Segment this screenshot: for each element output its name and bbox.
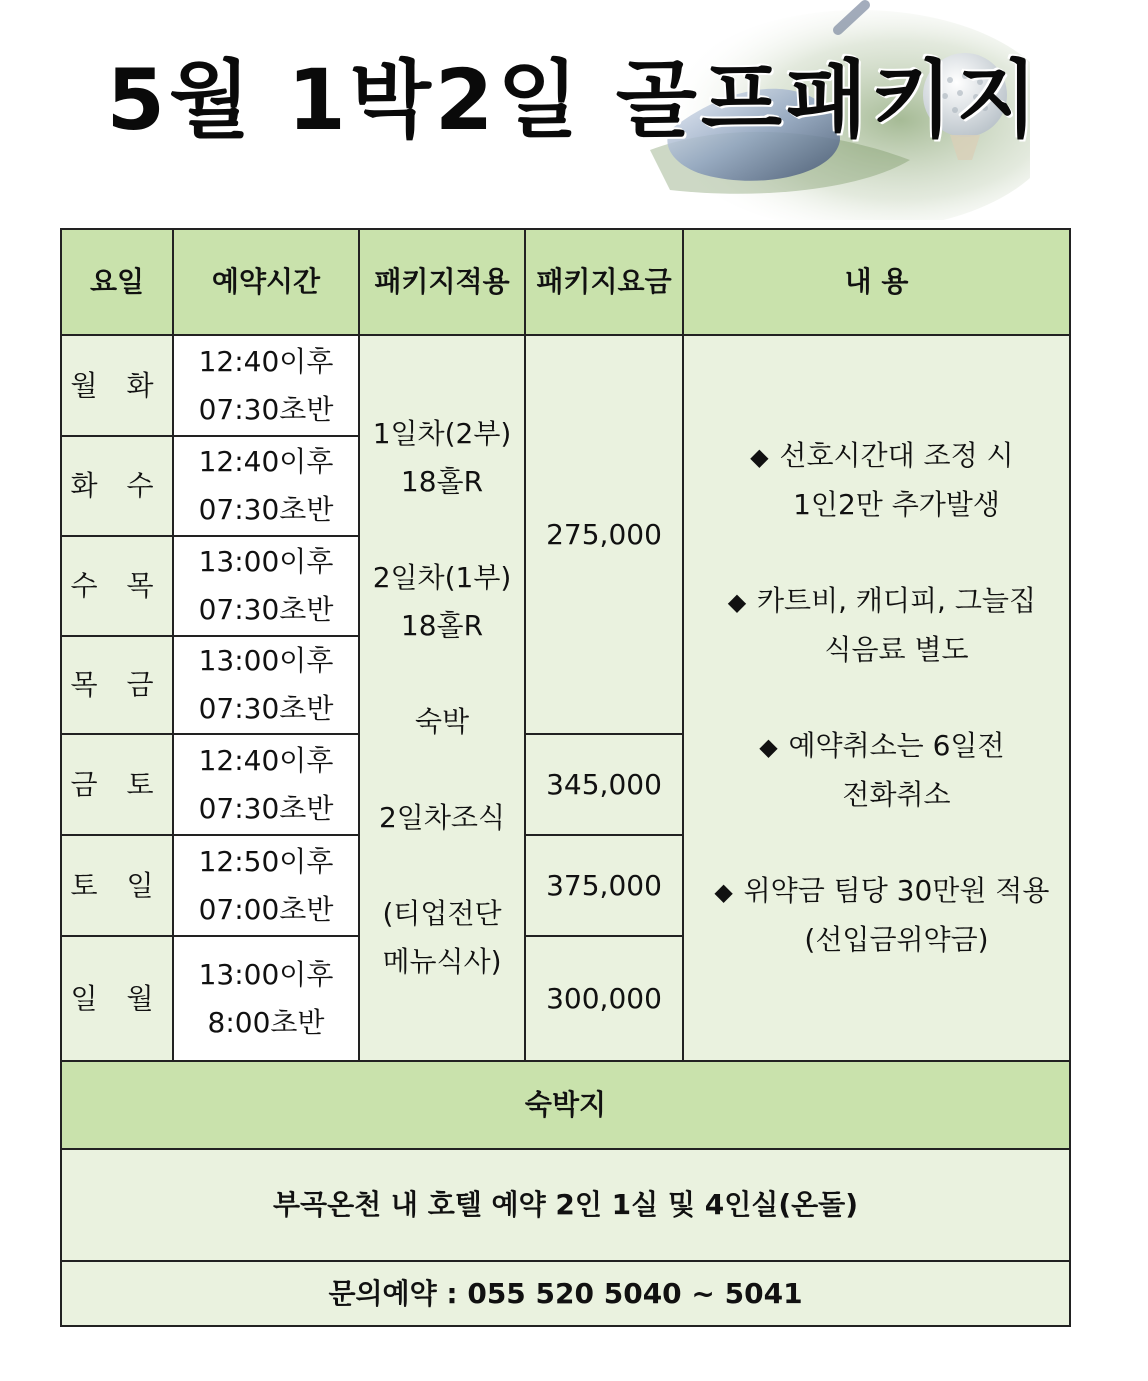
- header-reservation-time: 예약시간: [173, 229, 359, 335]
- details-cell: [683, 335, 1070, 1061]
- package-day2-label: 2일차(1부): [372, 561, 512, 594]
- detail-line: 위약금 팀당 30만원 적용: [743, 874, 1050, 907]
- lodging-heading: 숙박지: [61, 1061, 1070, 1149]
- time-cell: [173, 436, 359, 536]
- price-cell: 275,000: [525, 335, 683, 734]
- time-after: 12:40이후: [198, 743, 334, 777]
- price-cell: 300,000: [525, 936, 683, 1061]
- detail-line: (선입금위약금): [804, 923, 989, 956]
- time-cell: [173, 636, 359, 734]
- detail-item: [684, 722, 1069, 819]
- package-stay: 숙박: [414, 705, 470, 738]
- price-cell: 375,000: [525, 835, 683, 936]
- time-after: 13:00이후: [198, 957, 334, 991]
- detail-item: [684, 432, 1069, 529]
- diamond-bullet-icon: ◆: [714, 878, 733, 906]
- contact-row: [61, 1261, 1070, 1326]
- header-package-applied: 패키지적용: [359, 229, 525, 335]
- time-cell: [173, 335, 359, 436]
- time-after: 13:00이후: [198, 644, 334, 677]
- header-package-price: 패키지요금: [525, 229, 683, 335]
- detail-line: 식음료 별도: [824, 633, 969, 666]
- golf-package-table: [60, 228, 1071, 1327]
- day-cell: 일 월: [61, 936, 173, 1061]
- detail-line: 전화취소: [842, 778, 951, 811]
- price-cell: 345,000: [525, 734, 683, 835]
- package-day1-label: 1일차(2부): [372, 417, 512, 450]
- detail-item: [684, 577, 1069, 674]
- day-cell: 수 목: [61, 536, 173, 636]
- time-after: 12:40이후: [198, 445, 334, 478]
- time-early: 8:00초반: [207, 1005, 325, 1039]
- package-day2-holes: 18홀R: [400, 609, 484, 642]
- time-early: 07:30초반: [198, 493, 334, 526]
- time-after: 12:50이후: [198, 844, 334, 878]
- lodging-text: 부곡온천 내 호텔 예약 2인 1실 및 4인실(온돌): [61, 1149, 1070, 1261]
- detail-item: [684, 867, 1069, 964]
- lodging-text-row: [61, 1149, 1070, 1261]
- time-early: 07:30초반: [198, 791, 334, 825]
- page-title: 5월 1박2일 골프패키지: [106, 51, 1042, 149]
- diamond-bullet-icon: ◆: [727, 588, 747, 616]
- time-early: 07:30초반: [198, 692, 334, 725]
- time-early: 07:30초반: [198, 593, 334, 626]
- time-after: 13:00이후: [198, 545, 334, 578]
- time-cell: [173, 835, 359, 936]
- time-early: 07:30초반: [198, 392, 334, 426]
- header-details: 내 용: [683, 229, 1070, 335]
- day-cell: 토 일: [61, 835, 173, 936]
- package-day1-holes: 18홀R: [400, 465, 484, 498]
- detail-line: 선호시간대 조정 시: [779, 439, 1014, 472]
- package-note-line1: (티업전단: [382, 897, 502, 930]
- diamond-bullet-icon: ◆: [750, 443, 769, 471]
- detail-line: 1인2만 추가발생: [793, 488, 1000, 521]
- diamond-bullet-icon: ◆: [759, 733, 778, 761]
- package-applied-cell: [359, 335, 525, 1061]
- contact-info: 문의예약 : 055 520 5040 ~ 5041: [61, 1261, 1070, 1326]
- header-day: 요일: [61, 229, 173, 335]
- time-early: 07:00초반: [198, 892, 334, 926]
- detail-line: 예약취소는 6일전: [788, 729, 1005, 762]
- table-row: [61, 335, 1070, 436]
- detail-line: 카트비, 캐디피, 그늘집: [756, 584, 1037, 617]
- package-note-line2: 메뉴식사): [382, 945, 502, 978]
- package-breakfast: 2일차조식: [378, 801, 505, 834]
- time-cell: [173, 936, 359, 1061]
- time-cell: [173, 734, 359, 835]
- time-cell: [173, 536, 359, 636]
- table-header-row: [61, 229, 1070, 335]
- lodging-heading-row: [61, 1061, 1070, 1149]
- day-cell: 화 수: [61, 436, 173, 536]
- time-after: 12:40이후: [198, 344, 334, 378]
- day-cell: 월 화: [61, 335, 173, 436]
- day-cell: 금 토: [61, 734, 173, 835]
- day-cell: 목 금: [61, 636, 173, 734]
